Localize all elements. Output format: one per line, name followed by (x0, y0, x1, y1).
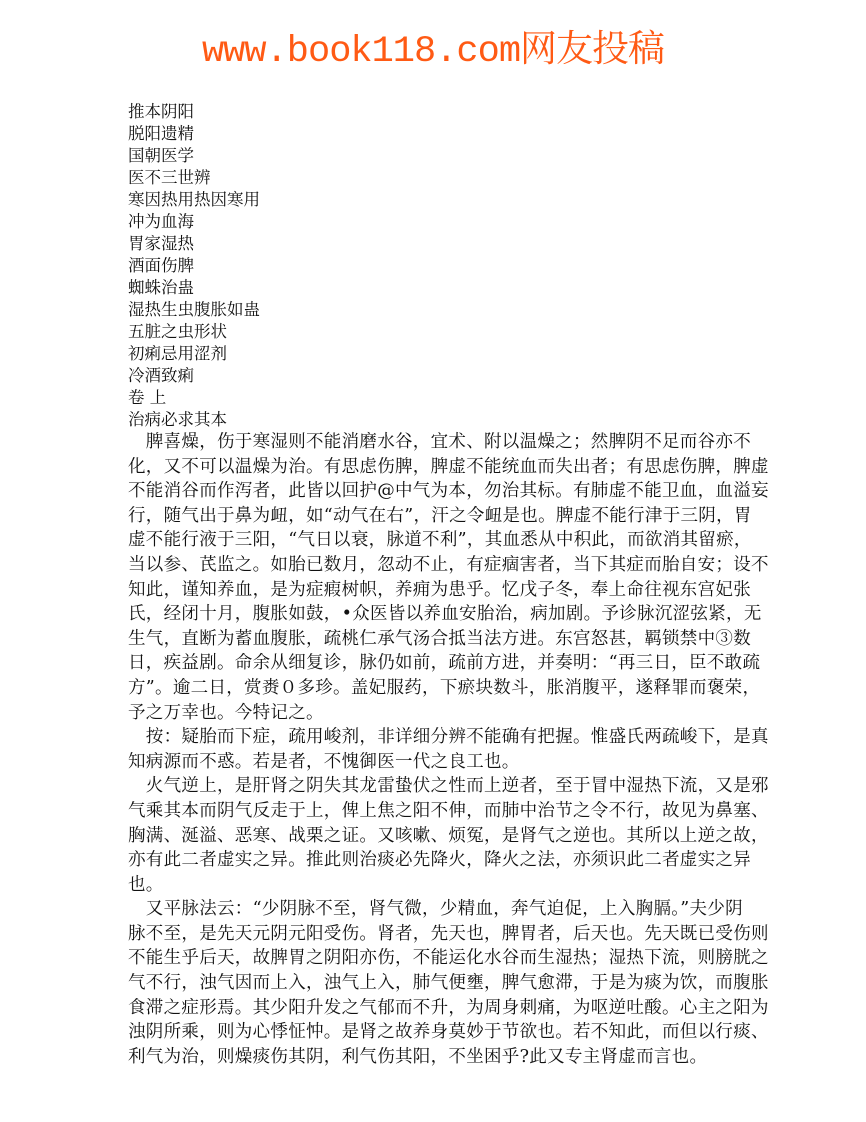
table-of-contents (128, 101, 260, 431)
watermark-banner: www.book118.com网友投稿 (201, 31, 665, 73)
toc-entry: 治病必求其本 (128, 410, 227, 429)
paragraph-line: 知病源而不惑。若是者，不愧御医一代之良工也。 (128, 751, 520, 772)
paragraph (128, 725, 768, 774)
toc-entry: 五脏之虫形状 (128, 322, 227, 341)
paragraph-line: 利气为治，则燥痰伤其阴，利气伤其阳，不坐困乎?此又专主肾虚而言也。 (128, 1046, 708, 1067)
paragraph-line: 浊阴所乘，则为心悸怔忡。是肾之故养身莫妙于节欲也。若不知此，而但以行痰、 (128, 1022, 769, 1043)
paragraph-line: 行，随气出于鼻为衄，如“动气在右”，汗之令衄是也。脾虚不能行津于三阴，胃 (128, 505, 752, 526)
paragraph-line: 生气，直断为蓄血腹胀，疏桃仁承气汤合抵当法方进。东宫怒甚，羁锁禁中③数 (128, 628, 751, 649)
paragraph-line: 当以参、芪监之。如胎已数月，忽动不止，有症痼害者，当下其症而胎自安；设不 (128, 554, 769, 575)
toc-entry: 冷酒致痢 (128, 366, 194, 385)
toc-entry: 胃家湿热 (128, 234, 194, 253)
paragraph-line: 食滞之症形焉。其少阳升发之气郁而不升，为周身刺痛，为呕逆吐酸。心主之阳为 (128, 997, 769, 1018)
paragraph-line: 知此，谨知养血，是为症瘕树帜，养痈为患乎。忆戊子冬，奉上命往视东宫妃张 (128, 579, 751, 600)
paragraph (128, 430, 768, 725)
paragraph-line: 不能消谷而作泻者，此皆以回护@中气为本，勿治其标。有肺虚不能卫血，血溢妄 (128, 481, 769, 502)
paragraph-line: 日，疾益剧。命余从细复诊，脉仍如前，疏前方进，并奏明：“再三日，臣不敢疏 (128, 653, 761, 674)
paragraph-line: 方”。逾二日，赏赉０多珍。盖妃服药，下瘀块数斗，胀消腹平，遂释罪而褒荣， (128, 677, 761, 698)
paragraph-line: 按：疑胎而下症，疏用峻剂，非详细分辨不能确有把握。惟盛氏两疏峻下，是真 (128, 727, 769, 748)
paragraph-line: 气乘其本而阴气反走于上，俾上焦之阳不伸，而肺中治节之令不行，故见为鼻塞、 (128, 800, 769, 821)
toc-entry: 国朝医学 (128, 146, 194, 165)
paragraph-line: 火气逆上，是肝肾之阴失其龙雷蛰伏之性而上逆者，至于冒中湿热下流，又是邪 (128, 776, 769, 797)
paragraph-line: 化，又不可以温燥为治。有思虑伤脾，脾虚不能统血而失出者；有思虑伤脾，脾虚 (128, 456, 769, 477)
toc-entry: 推本阴阳 (128, 102, 194, 121)
toc-entry: 湿热生虫腹胀如蛊 (128, 300, 260, 319)
paragraph-line: 不能生乎后天，故脾胃之阴阳亦伤，不能运化水谷而生湿热；湿热下流，则膀胱之 (128, 948, 769, 969)
toc-entry: 脱阳遗精 (128, 124, 194, 143)
toc-entry: 医不三世辨 (128, 168, 211, 187)
document-body (128, 430, 768, 1069)
paragraph-line: 虚不能行液于三阳，“气日以衰，脉道不利”，其血悉从中积此，而欲消其留瘀， (128, 530, 752, 551)
paragraph-line: 又平脉法云：“少阴脉不至，肾气微，少精血，奔气迫促，上入胸膈。”夫少阴 (128, 899, 743, 920)
toc-entry: 卷 上 (128, 388, 167, 407)
paragraph-line: 脾喜燥，伤于寒湿则不能消磨水谷，宜术、附以温燥之；然脾阴不足而谷亦不 (128, 432, 751, 452)
paragraph-line: 氏，经闭十月，腹胀如鼓，•众医皆以养血安胎治，病加剧。予诊脉沉涩弦紧，无 (128, 604, 762, 625)
paragraph-line: 也。 (128, 874, 164, 895)
paragraph-line: 亦有此二者虚实之异。推此则治痰必先降火，降火之法，亦须识此二者虚实之异 (128, 850, 751, 871)
paragraph-line: 予之万幸也。今特记之。 (128, 702, 324, 723)
toc-entry: 寒因热用热因寒用 (128, 190, 260, 209)
toc-entry: 酒面伤脾 (128, 256, 194, 275)
toc-entry: 初痢忌用涩剂 (128, 344, 227, 363)
paragraph-line: 脉不至，是先天元阴元阳受伤。肾者，先天也，脾胃者，后天也。先天既已受伤则 (128, 923, 769, 944)
toc-entry: 冲为血海 (128, 212, 194, 231)
paragraph (128, 774, 768, 897)
toc-entry: 蜘蛛治蛊 (128, 278, 194, 297)
paragraph-line: 胸满、涎溢、恶寒、战栗之证。又咳嗽、烦冤，是肾气之逆也。其所以上逆之故， (128, 825, 769, 846)
paragraph (128, 897, 768, 1069)
paragraph-line: 气不行，浊气因而上入，浊气上入，肺气便壅，脾气愈滞，于是为痰为饮，而腹胀 (128, 973, 769, 994)
